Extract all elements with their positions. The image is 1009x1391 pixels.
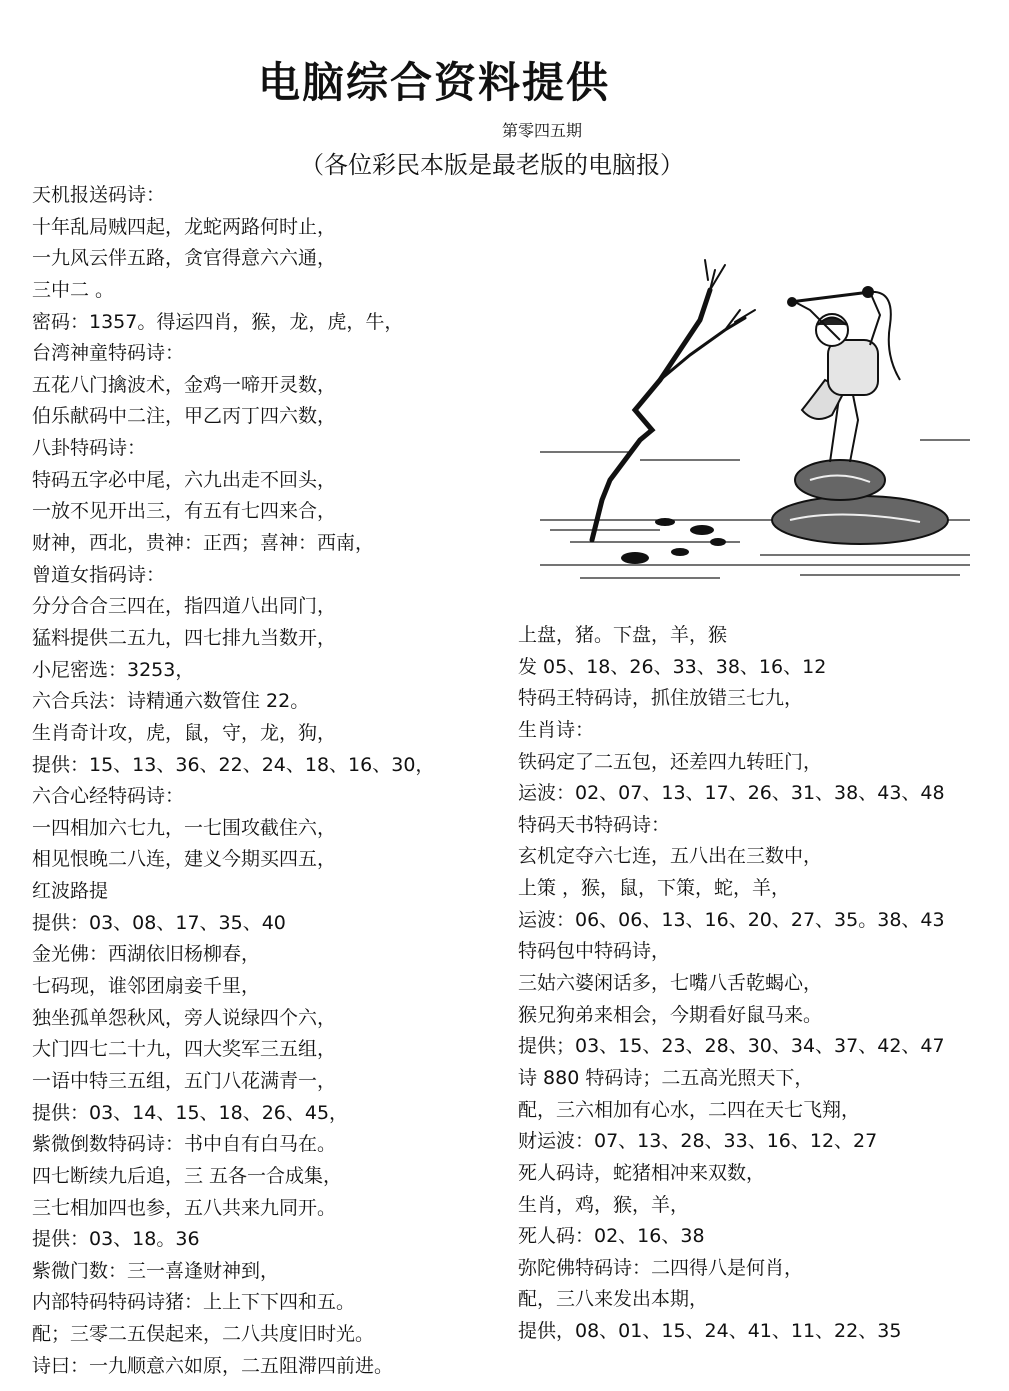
text-line: 伯乐献码中二注，甲乙丙丁四六数， xyxy=(32,405,337,428)
text-line: 配；三零二五俣起来，二八共度旧时光。 xyxy=(32,1323,375,1346)
text-line: 提供，08、01、15、24、41、11、22、35 xyxy=(518,1320,902,1343)
martial-artist-illustration xyxy=(540,230,980,610)
text-line: 六合兵法：诗精通六数管住 22。 xyxy=(32,690,310,713)
text-line: 六合心经特码诗： xyxy=(32,785,185,808)
text-line: 特码五字必中尾，六九出走不回头， xyxy=(32,468,337,491)
text-line: 运波：02、07、13、17、26、31、38、43、48 xyxy=(518,782,945,805)
text-line: 五花八门擒波术，金鸡一啼开灵数， xyxy=(32,373,337,396)
text-line: 三姑六婆闲话多，七嘴八舌乾蝎心， xyxy=(518,972,823,995)
text-line: 诗曰：一九顺意六如原，二五阻滞四前进。 xyxy=(32,1354,394,1377)
text-line: 密码：1357。得运四肖，猴，龙，虎，牛， xyxy=(32,310,404,333)
text-line: 特码王特码诗，抓住放错三七九， xyxy=(518,687,804,710)
page-title: 电脑综合资料提供 xyxy=(258,58,611,107)
text-line: 一放不见开出三，有五有七四来合， xyxy=(32,500,337,523)
text-line: 一四相加六七九，一七围攻截住六， xyxy=(32,816,337,839)
text-line: 提供：03、08、17、35、40 xyxy=(32,911,286,934)
left-column xyxy=(32,180,502,1382)
text-line: 金光佛：西湖依旧杨柳春， xyxy=(32,943,261,966)
text-line: 一九风云伴五路，贪官得意六六通， xyxy=(32,247,337,270)
text-line: 玄机定夺六七连，五八出在三数中， xyxy=(518,845,823,868)
text-line: 配，三八来发出本期， xyxy=(518,1288,709,1311)
text-line: 财神，西北，贵神：正西；喜神：西南， xyxy=(32,532,375,555)
text-line: 四七断续九后追，三 五各一合成集， xyxy=(32,1164,343,1187)
text-line: 生肖奇计攻，虎，鼠，守，龙，狗， xyxy=(32,721,337,744)
text-line: 三中二 。 xyxy=(32,278,115,301)
text-line: 台湾神童特码诗： xyxy=(32,342,185,365)
text-line: 提供：03、14、15、18、26、45， xyxy=(32,1101,349,1124)
text-line: 七码现，谁邻团扇妾千里， xyxy=(32,975,261,998)
text-line: 提供：15、13、36、22、24、18、16、30， xyxy=(32,753,435,776)
text-line: 小尼密选：3253， xyxy=(32,658,195,681)
text-line: 分分合合三四在，指四道八出同门， xyxy=(32,595,337,618)
text-line: 曾道女指码诗： xyxy=(32,563,166,586)
text-line: 特码包中特码诗， xyxy=(518,940,671,963)
text-line: 铁码定了二五包，还差四九转旺门， xyxy=(518,750,823,773)
text-line: 相见恨晚二八连，建义今期买四五， xyxy=(32,848,337,871)
text-line: 生肖，鸡，猴，羊， xyxy=(518,1193,690,1216)
text-line: 天机报送码诗： xyxy=(32,184,166,206)
text-line: 死人码：02、16、38 xyxy=(518,1225,705,1248)
right-column xyxy=(518,620,998,1348)
text-line: 发 05、18、26、33、38、16、12 xyxy=(518,655,827,678)
text-line: 提供：03、18。36 xyxy=(32,1228,200,1251)
text-line: 三七相加四也参，五八共来九同开。 xyxy=(32,1196,337,1219)
text-line: 一语中特三五组，五门八花满青一， xyxy=(32,1069,337,1092)
text-line: 特码天书特码诗： xyxy=(518,813,671,836)
text-line: 猛料提供二五九，四七排九当数开， xyxy=(32,626,337,649)
text-line: 配，三六相加有心水，二四在天七飞翔， xyxy=(518,1098,861,1121)
issue-number: 第零四五期 xyxy=(502,121,583,140)
text-line: 八卦特码诗： xyxy=(32,437,147,460)
text-line: 上盘，猪。下盘，羊，猴 xyxy=(518,624,728,646)
text-line: 运波：06、06、13、16、20、27、35。38、43 xyxy=(518,908,945,931)
text-line: 提供；03、15、23、28、30、34、37、42、47 xyxy=(518,1035,945,1058)
text-line: 大门四七二十九，四大奖军三五组， xyxy=(32,1038,337,1061)
text-line: 红波路提 xyxy=(32,880,109,903)
text-line: 内部特码特码诗猪：上上下下四和五。 xyxy=(32,1291,356,1314)
text-line: 上策 ，猴，鼠，下策，蛇，羊， xyxy=(518,877,791,900)
page-subtitle: （各位彩民本版是最老版的电脑报） xyxy=(300,151,684,179)
text-line: 独坐孤单怨秋风，旁人说绿四个六， xyxy=(32,1006,337,1029)
text-line: 紫微倒数特码诗：书中自有白马在。 xyxy=(32,1133,337,1156)
text-line: 弥陀佛特码诗：二四得八是何肖， xyxy=(518,1256,804,1279)
text-line: 生肖诗： xyxy=(518,718,595,741)
text-line: 十年乱局贼四起，龙蛇两路何时止， xyxy=(32,215,337,238)
text-line: 紫微门数：三一喜逢财神到， xyxy=(32,1259,280,1282)
text-line: 死人码诗，蛇猪相冲来双数， xyxy=(518,1161,766,1184)
text-line: 财运波：07、13、28、33、16、12、27 xyxy=(518,1130,878,1153)
text-line: 猴兄狗弟来相会，今期看好鼠马来。 xyxy=(518,1003,823,1026)
text-line: 诗 880 特码诗；二五高光照天下， xyxy=(518,1066,814,1089)
